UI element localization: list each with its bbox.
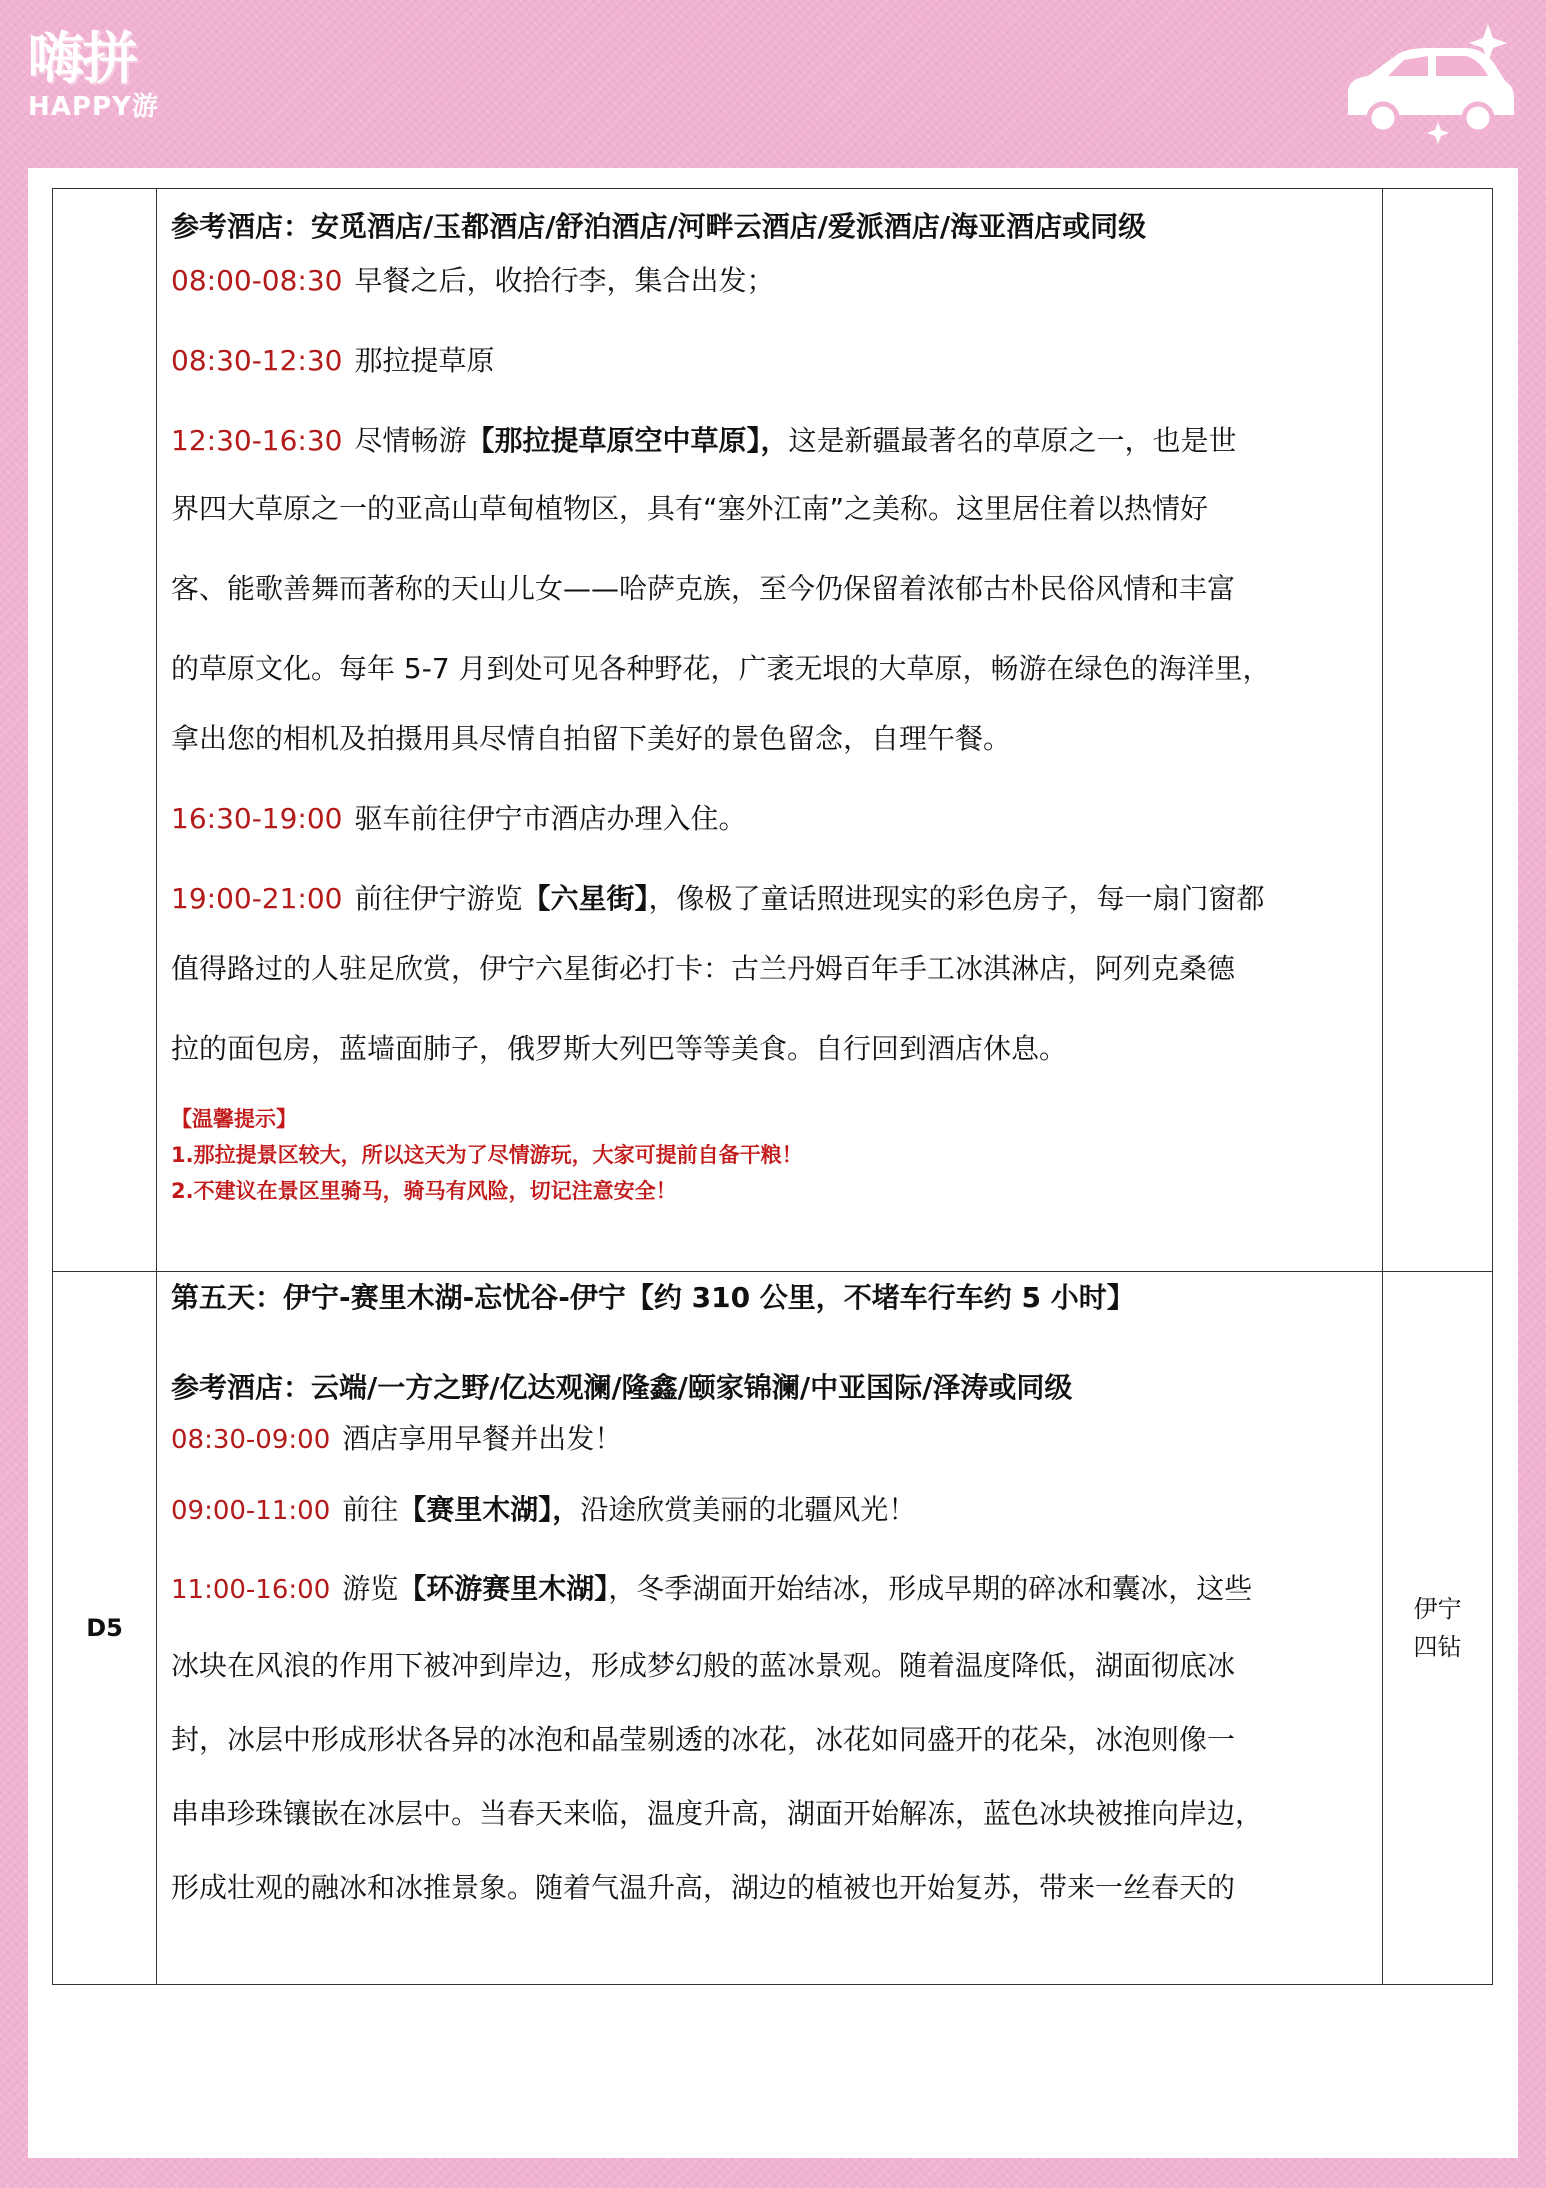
attraction-name: 【那拉提草原空中草原】，	[466, 424, 789, 457]
hotel-grade: 四钻	[1413, 1633, 1462, 1661]
schedule-line: 串串珍珠镶嵌在冰层中。当春天来临，温度升高，湖面开始解冻，蓝色冰块被推向岸边，	[171, 1797, 1264, 1830]
time-label: 12:30-16:30	[171, 424, 343, 457]
time-label: 16:30-19:00	[171, 802, 343, 835]
schedule-line: 界四大草原之一的亚高山草甸植物区，具有“塞外江南”之美称。这里居住着以热情好	[171, 492, 1209, 525]
day5-row	[53, 1272, 1493, 1985]
attraction-name: 【赛里木湖】，	[398, 1493, 581, 1526]
schedule-line: 客、能歌善舞而著称的天山儿女——哈萨克族，至今仍保留着浓郁古朴民俗风情和丰富	[171, 572, 1236, 605]
schedule-text: 游览	[342, 1572, 399, 1605]
time-label: 08:30-09:00	[171, 1425, 331, 1455]
logo-cn: 嗨拼	[28, 27, 136, 92]
schedule-text: 那拉提草原	[354, 344, 495, 377]
tips-item: 1.那拉提景区较大，所以这天为了尽情游玩，大家可提前自备干粮！	[171, 1143, 803, 1167]
schedule-text: 前往伊宁游览	[354, 882, 523, 915]
schedule-line	[171, 253, 1368, 309]
schedule-text: 早餐之后，收拾行李，集合出发；	[354, 264, 775, 297]
schedule-line: 封，冰层中形成形状各异的冰泡和晶莹剔透的冰花，冰花如同盛开的花朵，冰泡则像一	[171, 1723, 1236, 1756]
schedule-text: ，像极了童话照进现实的彩色房子，每一扇门窗都	[648, 882, 1265, 915]
time-label: 08:00-08:30	[171, 264, 343, 297]
schedule-text: 驱车前往伊宁市酒店办理入住。	[354, 802, 747, 835]
schedule-line	[171, 1550, 1368, 1629]
attraction-name: 【环游赛里木湖】	[398, 1572, 609, 1605]
schedule-line	[171, 769, 1368, 869]
tips-title: 【温馨提示】	[171, 1107, 297, 1131]
day5-hotel-cell	[1383, 1272, 1493, 1985]
day4-hotel-cell	[1383, 189, 1493, 1272]
schedule-line	[171, 413, 1368, 469]
car-icon	[1338, 20, 1518, 145]
attraction-name: 【六星街】	[522, 882, 649, 915]
time-label: 11:00-16:00	[171, 1575, 331, 1605]
time-label: 19:00-21:00	[171, 882, 343, 915]
time-label: 09:00-11:00	[171, 1496, 331, 1526]
schedule-line	[171, 1471, 1368, 1550]
hotel-city: 伊宁	[1413, 1595, 1462, 1623]
day4-hotel-ref: 参考酒店：安觅酒店/玉都酒店/舒泊酒店/河畔云酒店/爱派酒店/海亚酒店或同级	[171, 210, 1147, 243]
schedule-line	[171, 869, 1368, 929]
schedule-text: 尽情畅游	[354, 424, 467, 457]
day5-title: 第五天：伊宁-赛里木湖-忘忧谷-伊宁【约 310 公里，不堵车行车约 5 小时】	[171, 1281, 1135, 1314]
day4-content	[157, 189, 1383, 1272]
schedule-line: 拿出您的相机及拍摄用具尽情自拍留下美好的景色留念，自理午餐。	[171, 722, 1012, 755]
schedule-text: 酒店享用早餐并出发！	[342, 1422, 623, 1455]
schedule-text: 沿途欣赏美丽的北疆风光！	[580, 1493, 917, 1526]
day4-day-cell	[53, 189, 157, 1272]
schedule-text: 前往	[342, 1493, 399, 1526]
day5-hotel-ref: 参考酒店：云端/一方之野/亿达观澜/隆鑫/颐家锦澜/中亚国际/泽涛或同级	[171, 1371, 1073, 1404]
logo-en: HAPPY游	[28, 92, 159, 122]
itinerary-page	[28, 168, 1518, 2158]
time-label: 08:30-12:30	[171, 344, 343, 377]
schedule-line	[171, 309, 1368, 413]
schedule-line: 拉的面包房，蓝墙面肺子，俄罗斯大列巴等等美食。自行回到酒店休息。	[171, 1032, 1068, 1065]
day4-row	[53, 189, 1493, 1272]
schedule-text: ，冬季湖面开始结冰，形成早期的碎冰和囊冰，这些	[608, 1572, 1253, 1605]
brand-logo	[28, 28, 218, 138]
day5-label: D5	[53, 1272, 157, 1985]
itinerary-table	[52, 188, 1493, 1985]
schedule-line: 值得路过的人驻足欣赏，伊宁六星街必打卡：古兰丹姆百年手工冰淇淋店，阿列克桑德	[171, 952, 1236, 985]
schedule-line	[171, 1408, 1368, 1471]
schedule-line: 冰块在风浪的作用下被冲到岸边，形成梦幻般的蓝冰景观。随着温度降低，湖面彻底冰	[171, 1649, 1236, 1682]
schedule-line: 形成壮观的融冰和冰推景象。随着气温升高，湖边的植被也开始复苏，带来一丝春天的	[171, 1871, 1236, 1904]
tips-item: 2.不建议在景区里骑马，骑马有风险，切记注意安全！	[171, 1179, 677, 1203]
schedule-line: 的草原文化。每年 5-7 月到处可见各种野花，广袤无垠的大草原，畅游在绿色的海洋里，	[171, 652, 1271, 685]
day5-content	[157, 1272, 1383, 1985]
schedule-text: 这是新疆最著名的草原之一，也是世	[788, 424, 1237, 457]
